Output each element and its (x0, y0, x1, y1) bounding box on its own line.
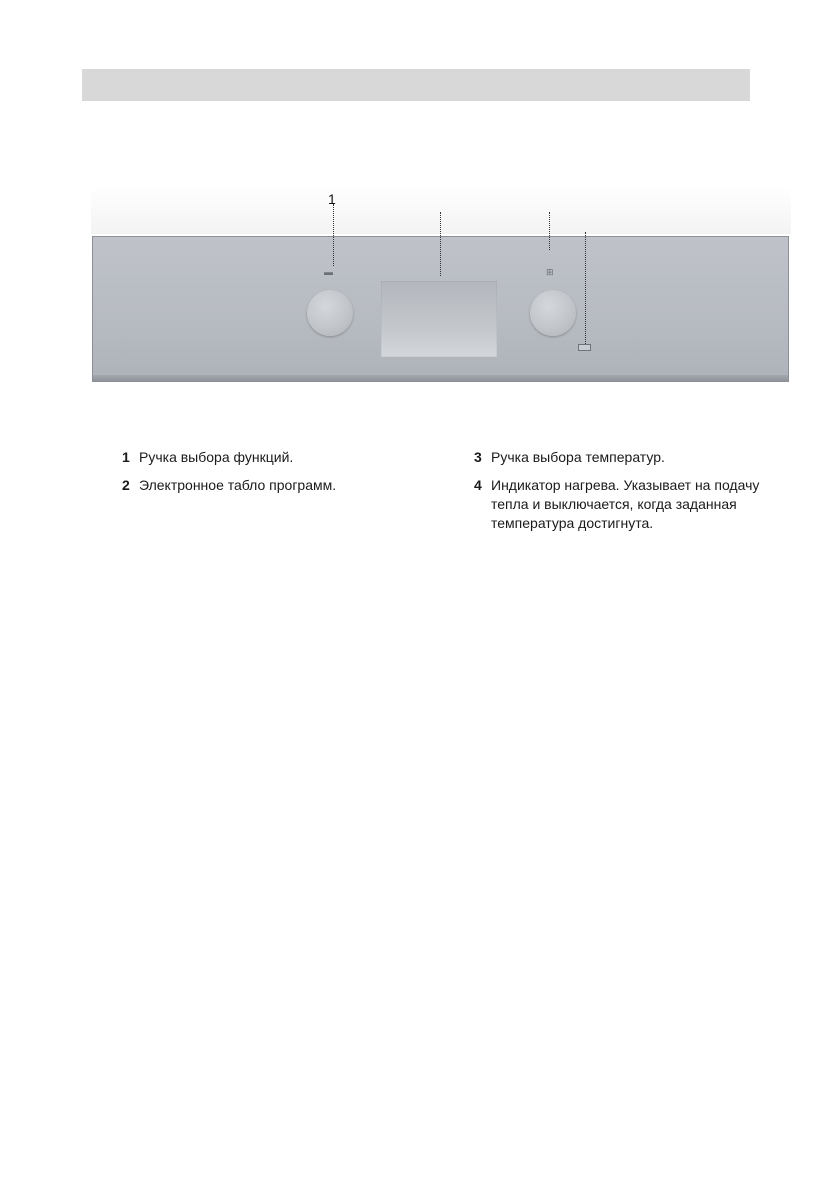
figure-background (91, 186, 791, 234)
section-header-bar (82, 69, 750, 101)
control-panel-figure (91, 186, 791, 396)
function-symbol-icon: ▬ (324, 267, 333, 277)
legend-text: Электронное табло программ. (139, 477, 337, 493)
function-selector-knob (307, 290, 353, 336)
legend-item (122, 448, 452, 467)
temperature-selector-knob (530, 290, 576, 336)
legend-item (474, 476, 774, 533)
leader-line-3 (549, 212, 550, 250)
legend-text: Ручка выбора температур. (491, 449, 665, 465)
legend-column-right (474, 448, 774, 542)
temperature-symbol-icon: ⊞ (546, 267, 554, 277)
leader-line-1 (333, 204, 334, 266)
legend-number: 1 (122, 449, 130, 465)
heating-indicator-lamp (578, 344, 591, 351)
legend-text: Ручка выбора функций. (139, 449, 294, 465)
legend-number: 4 (474, 477, 482, 493)
legend-number: 2 (122, 477, 130, 493)
legend-column-left (122, 448, 452, 504)
legend-number: 3 (474, 449, 482, 465)
legend-text: Индикатор нагрева. Указывает на подачу тепла и выключается, когда заданная температура достигнута. (491, 477, 760, 531)
callout-number-1: 1 (328, 191, 336, 207)
legend-item (474, 448, 774, 467)
leader-line-2 (440, 212, 441, 276)
leader-line-4 (585, 232, 586, 344)
panel-bottom-edge (93, 375, 788, 381)
legend-item (122, 476, 452, 495)
electronic-display (381, 281, 497, 357)
